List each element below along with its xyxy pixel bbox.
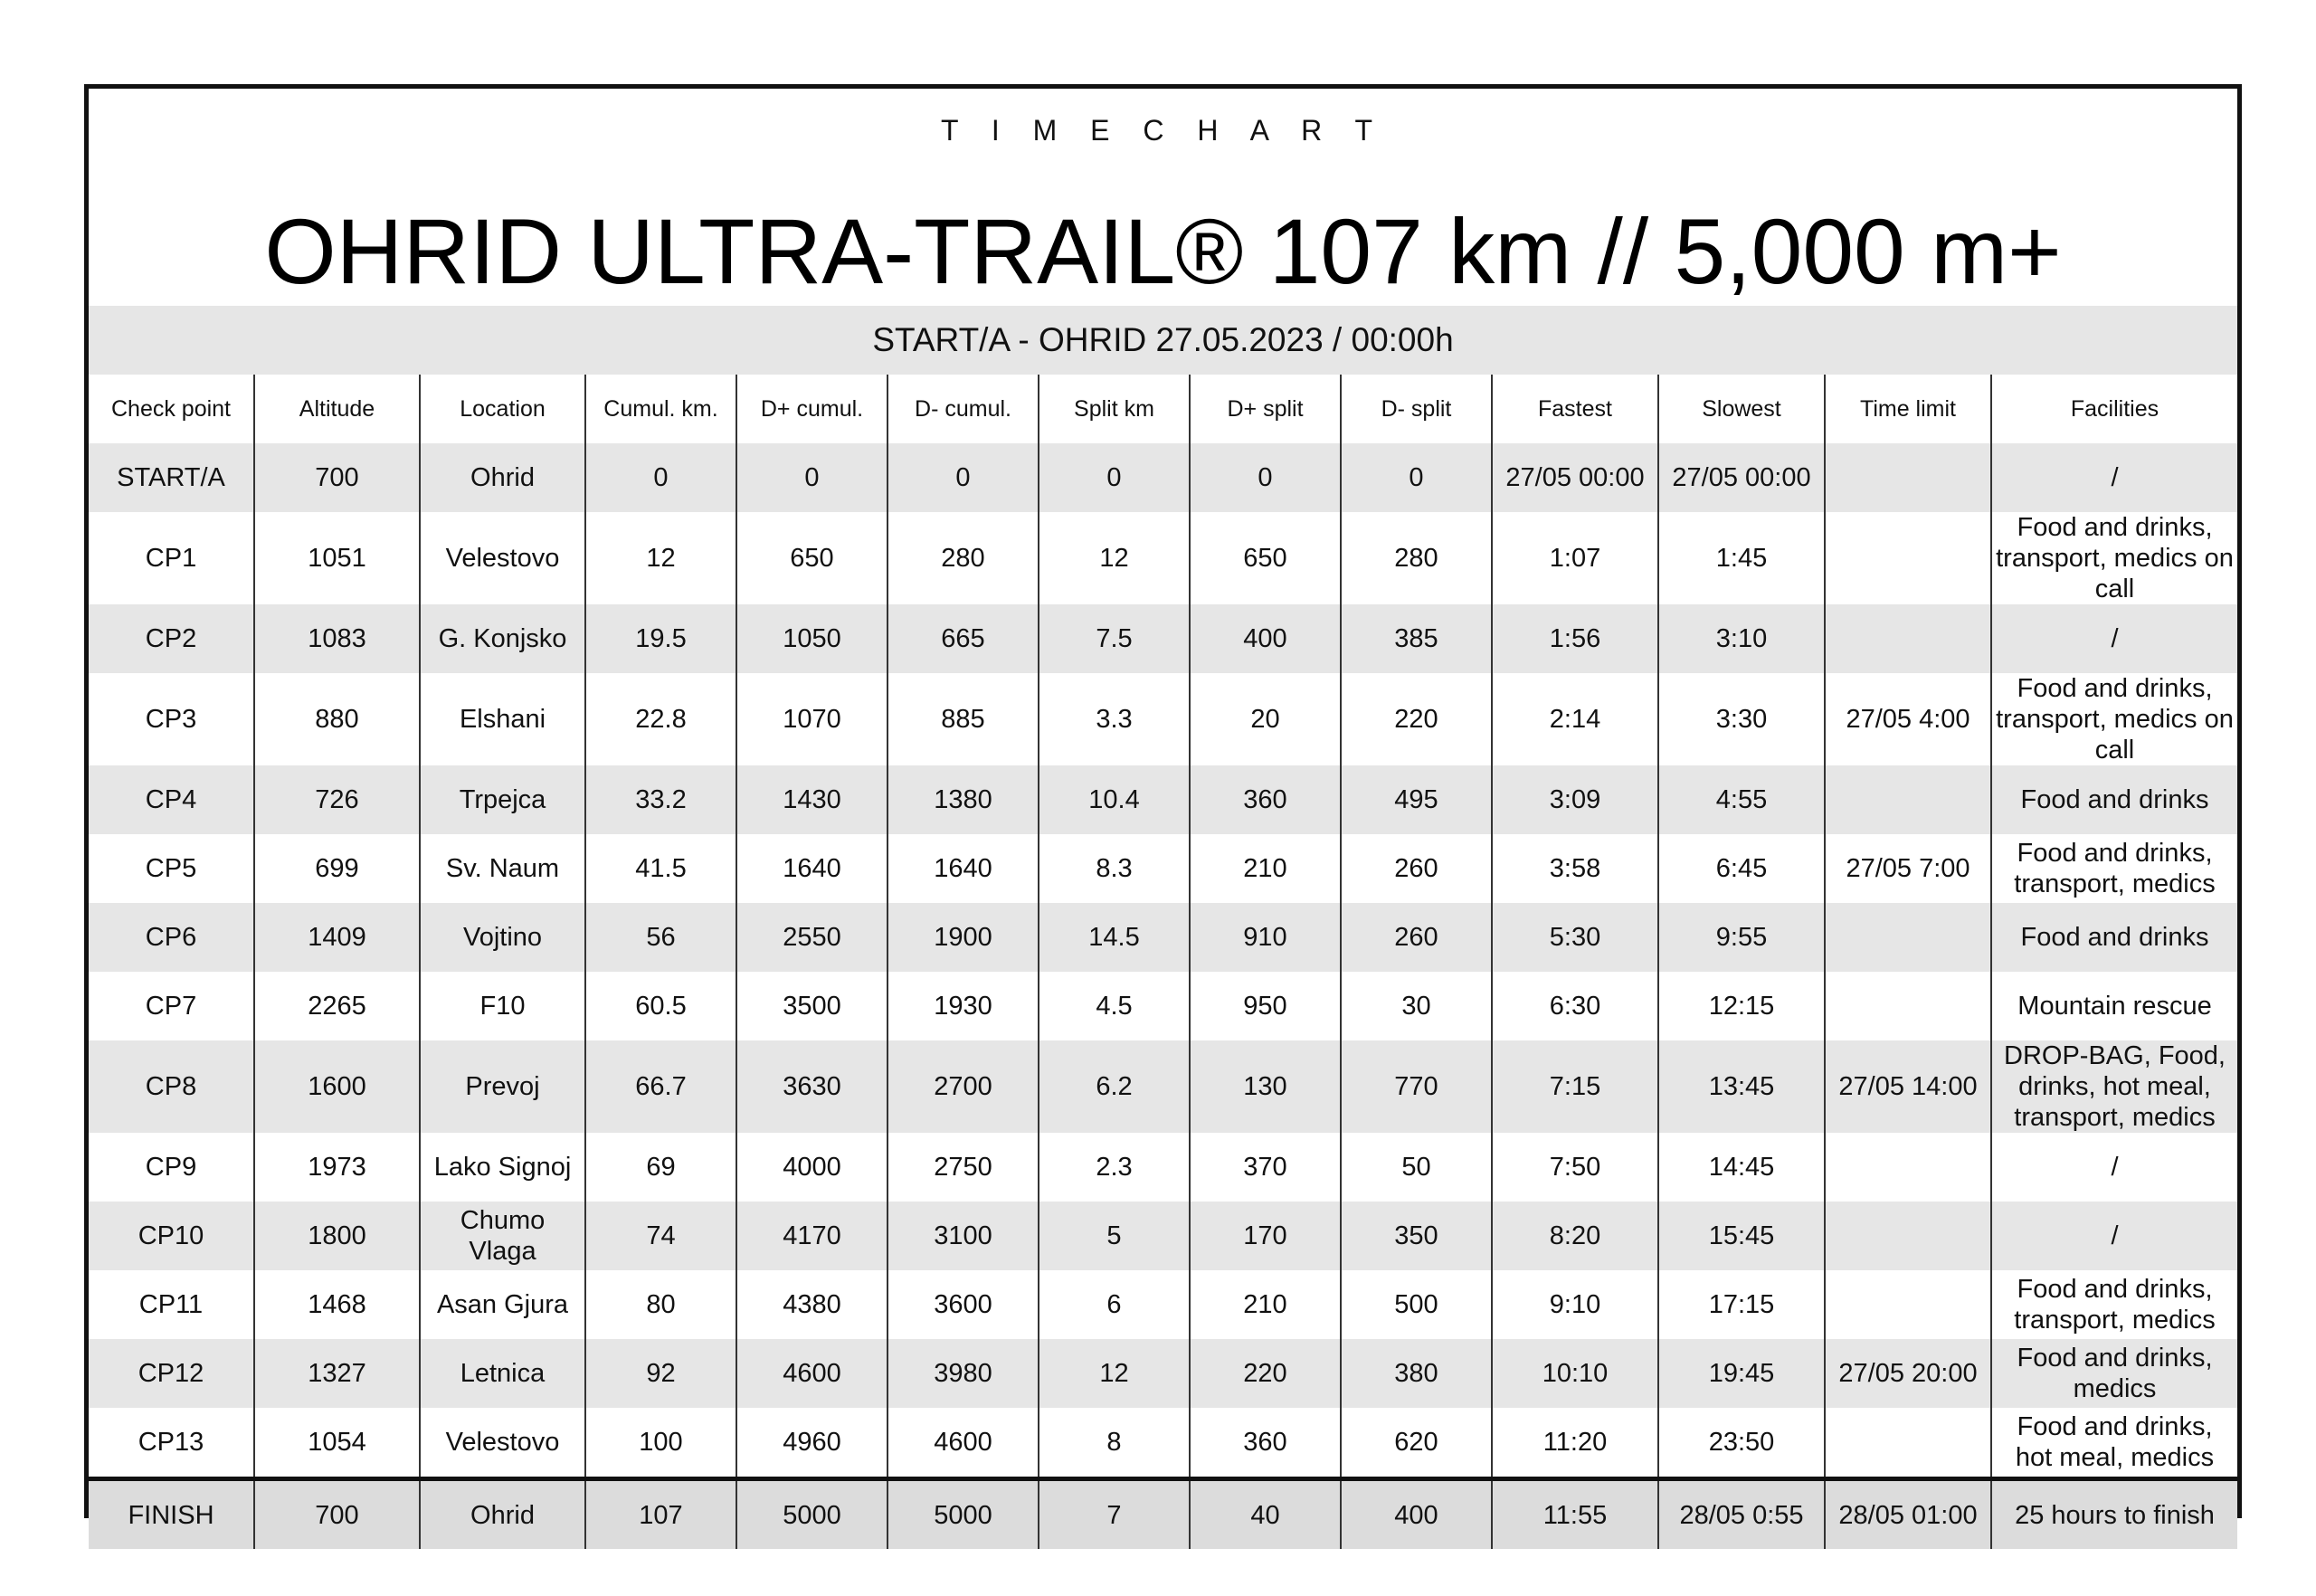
table-row	[89, 443, 2237, 512]
table-cell: 14.5	[1039, 903, 1190, 972]
table-cell: F10	[420, 972, 585, 1040]
table-row	[89, 1408, 2237, 1479]
table-cell: CP3	[89, 673, 254, 765]
table-row	[89, 604, 2237, 673]
table-cell: 4000	[736, 1133, 887, 1202]
table-cell: 0	[1039, 443, 1190, 512]
table-cell: 8:20	[1492, 1202, 1658, 1270]
table-cell: 3:09	[1492, 765, 1658, 834]
table-cell	[1825, 765, 1991, 834]
table-cell: 0	[887, 443, 1039, 512]
race-title: OHRID ULTRA-TRAIL® 107 km // 5,000 m+	[264, 200, 2062, 303]
table-cell: Food and drinks	[1991, 765, 2237, 834]
table-cell: 0	[1190, 443, 1341, 512]
table-cell: Letnica	[420, 1339, 585, 1408]
column-header: D+ cumul.	[736, 375, 887, 443]
table-cell: 910	[1190, 903, 1341, 972]
table-row	[89, 765, 2237, 834]
column-header: D- split	[1341, 375, 1492, 443]
table-cell: 220	[1190, 1339, 1341, 1408]
table-cell: Food and drinks	[1991, 903, 2237, 972]
table-cell: 19.5	[585, 604, 736, 673]
table-cell: 1930	[887, 972, 1039, 1040]
table-cell: 10:10	[1492, 1339, 1658, 1408]
table-cell: 7:50	[1492, 1133, 1658, 1202]
table-cell: 12	[1039, 512, 1190, 604]
table-cell: 69	[585, 1133, 736, 1202]
table-cell: 27/05 4:00	[1825, 673, 1991, 765]
table-cell: CP10	[89, 1202, 254, 1270]
table-cell: 3630	[736, 1040, 887, 1133]
table-cell: 28/05 01:00	[1825, 1479, 1991, 1550]
table-cell	[1825, 1202, 1991, 1270]
table-cell: /	[1991, 604, 2237, 673]
table-cell: CP11	[89, 1270, 254, 1339]
table-cell: CP5	[89, 834, 254, 903]
table-cell: Asan Gjura	[420, 1270, 585, 1339]
table-cell: 1973	[254, 1133, 420, 1202]
table-row	[89, 834, 2237, 903]
table-cell: 3:10	[1658, 604, 1825, 673]
table-cell: DROP-BAG, Food, drinks, hot meal, transport, medics	[1991, 1040, 2237, 1133]
table-cell: Food and drinks, transport, medics	[1991, 834, 2237, 903]
table-cell: CP12	[89, 1339, 254, 1408]
table-cell: 6	[1039, 1270, 1190, 1339]
table-cell: 3980	[887, 1339, 1039, 1408]
column-header: Split km	[1039, 375, 1190, 443]
table-cell: G. Konjsko	[420, 604, 585, 673]
table-cell: 100	[585, 1408, 736, 1479]
table-cell: /	[1991, 443, 2237, 512]
table-cell: 1380	[887, 765, 1039, 834]
table-cell: 17:15	[1658, 1270, 1825, 1339]
timechart-table	[89, 375, 2237, 1549]
table-cell: Food and drinks, transport, medics on call	[1991, 512, 2237, 604]
table-cell: 12	[1039, 1339, 1190, 1408]
column-header: Slowest	[1658, 375, 1825, 443]
table-cell: 1640	[736, 834, 887, 903]
table-cell: 385	[1341, 604, 1492, 673]
table-cell: 27/05 7:00	[1825, 834, 1991, 903]
table-cell: 28/05 0:55	[1658, 1479, 1825, 1550]
table-cell: 60.5	[585, 972, 736, 1040]
table-cell: 14:45	[1658, 1133, 1825, 1202]
table-cell: 260	[1341, 903, 1492, 972]
table-cell: START/A	[89, 443, 254, 512]
column-header: Time limit	[1825, 375, 1991, 443]
table-cell	[1825, 604, 1991, 673]
table-cell: 3500	[736, 972, 887, 1040]
table-cell: 2750	[887, 1133, 1039, 1202]
table-cell: 23:50	[1658, 1408, 1825, 1479]
table-cell: 5000	[887, 1479, 1039, 1550]
table-cell: 700	[254, 1479, 420, 1550]
table-cell: Food and drinks, hot meal, medics	[1991, 1408, 2237, 1479]
table-cell: Sv. Naum	[420, 834, 585, 903]
table-cell: 2.3	[1039, 1133, 1190, 1202]
table-row	[89, 1040, 2237, 1133]
table-row	[89, 903, 2237, 972]
table-cell: 6:30	[1492, 972, 1658, 1040]
table-row	[89, 512, 2237, 604]
table-cell: 0	[585, 443, 736, 512]
table-cell: 1:07	[1492, 512, 1658, 604]
table-cell: 726	[254, 765, 420, 834]
table-cell: 4960	[736, 1408, 887, 1479]
table-cell: 950	[1190, 972, 1341, 1040]
column-header: Altitude	[254, 375, 420, 443]
table-cell: 400	[1190, 604, 1341, 673]
table-cell: Vojtino	[420, 903, 585, 972]
table-cell: 1051	[254, 512, 420, 604]
table-cell: 9:55	[1658, 903, 1825, 972]
table-cell: 1070	[736, 673, 887, 765]
table-cell: CP4	[89, 765, 254, 834]
table-cell: 280	[1341, 512, 1492, 604]
table-cell: 15:45	[1658, 1202, 1825, 1270]
table-cell: 650	[1190, 512, 1341, 604]
table-cell: 50	[1341, 1133, 1492, 1202]
table-cell: 130	[1190, 1040, 1341, 1133]
table-cell: Food and drinks, transport, medics on call	[1991, 673, 2237, 765]
table-body	[89, 443, 2237, 1549]
table-cell: 11:20	[1492, 1408, 1658, 1479]
table-cell: Chumo Vlaga	[420, 1202, 585, 1270]
table-cell	[1825, 512, 1991, 604]
table-cell: Velestovo	[420, 1408, 585, 1479]
table-cell: 107	[585, 1479, 736, 1550]
table-cell: 7	[1039, 1479, 1190, 1550]
table-row	[89, 1270, 2237, 1339]
table-cell: 2700	[887, 1040, 1039, 1133]
finish-row	[89, 1479, 2237, 1550]
table-cell	[1825, 1133, 1991, 1202]
table-cell: 19:45	[1658, 1339, 1825, 1408]
column-header: Fastest	[1492, 375, 1658, 443]
table-cell: 1054	[254, 1408, 420, 1479]
table-cell: 885	[887, 673, 1039, 765]
table-cell: 620	[1341, 1408, 1492, 1479]
table-cell: 8	[1039, 1408, 1190, 1479]
table-cell: Mountain rescue	[1991, 972, 2237, 1040]
table-cell: 27/05 20:00	[1825, 1339, 1991, 1408]
table-row	[89, 972, 2237, 1040]
table-cell: 1:56	[1492, 604, 1658, 673]
table-cell: Ohrid	[420, 443, 585, 512]
table-cell: 700	[254, 443, 420, 512]
table-cell: 370	[1190, 1133, 1341, 1202]
table-cell: 220	[1341, 673, 1492, 765]
table-cell: 9:10	[1492, 1270, 1658, 1339]
table-cell: CP7	[89, 972, 254, 1040]
table-cell: 400	[1341, 1479, 1492, 1550]
timechart-label: T I M E C H A R T	[940, 114, 1386, 147]
table-cell	[1825, 972, 1991, 1040]
table-cell: 13:45	[1658, 1040, 1825, 1133]
table-cell: 41.5	[585, 834, 736, 903]
table-cell: 210	[1190, 1270, 1341, 1339]
start-info-banner: START/A - OHRID 27.05.2023 / 00:00h	[89, 306, 2237, 375]
table-cell: 880	[254, 673, 420, 765]
table-cell: 4600	[736, 1339, 887, 1408]
table-cell: Lako Signoj	[420, 1133, 585, 1202]
table-cell: /	[1991, 1133, 2237, 1202]
table-cell: Ohrid	[420, 1479, 585, 1550]
table-cell: 12:15	[1658, 972, 1825, 1040]
table-cell: 650	[736, 512, 887, 604]
table-cell: 280	[887, 512, 1039, 604]
table-cell: 3100	[887, 1202, 1039, 1270]
table-cell: 66.7	[585, 1040, 736, 1133]
table-cell: 2265	[254, 972, 420, 1040]
table-cell: 56	[585, 903, 736, 972]
table-cell: 92	[585, 1339, 736, 1408]
table-cell: 5000	[736, 1479, 887, 1550]
table-cell: 5	[1039, 1202, 1190, 1270]
table-cell: 40	[1190, 1479, 1341, 1550]
table-cell: 2:14	[1492, 673, 1658, 765]
table-cell: 8.3	[1039, 834, 1190, 903]
table-cell: 1409	[254, 903, 420, 972]
table-cell	[1825, 1270, 1991, 1339]
table-cell: CP9	[89, 1133, 254, 1202]
table-cell: 11:55	[1492, 1479, 1658, 1550]
table-cell: 3:58	[1492, 834, 1658, 903]
table-cell: 4380	[736, 1270, 887, 1339]
table-cell	[1825, 1408, 1991, 1479]
table-cell: Food and drinks, medics	[1991, 1339, 2237, 1408]
table-cell: 3600	[887, 1270, 1039, 1339]
table-cell: 350	[1341, 1202, 1492, 1270]
table-cell: 74	[585, 1202, 736, 1270]
table-cell: CP13	[89, 1408, 254, 1479]
table-cell	[1825, 443, 1991, 512]
table-cell: 1800	[254, 1202, 420, 1270]
table-cell: 10.4	[1039, 765, 1190, 834]
table-cell: 27/05 14:00	[1825, 1040, 1991, 1133]
table-cell: FINISH	[89, 1479, 254, 1550]
table-cell: 1900	[887, 903, 1039, 972]
table-cell: 1327	[254, 1339, 420, 1408]
table-cell: 0	[736, 443, 887, 512]
table-cell: Velestovo	[420, 512, 585, 604]
table-cell: 1:45	[1658, 512, 1825, 604]
table-cell: 210	[1190, 834, 1341, 903]
table-cell: Food and drinks, transport, medics	[1991, 1270, 2237, 1339]
table-cell: 380	[1341, 1339, 1492, 1408]
table-cell: 1468	[254, 1270, 420, 1339]
table-row	[89, 1339, 2237, 1408]
table-cell: 1083	[254, 604, 420, 673]
table-cell: 1430	[736, 765, 887, 834]
table-cell: 495	[1341, 765, 1492, 834]
table-cell: 12	[585, 512, 736, 604]
table-cell	[1825, 903, 1991, 972]
table-cell: 360	[1190, 1408, 1341, 1479]
table-cell: 5:30	[1492, 903, 1658, 972]
table-cell: Prevoj	[420, 1040, 585, 1133]
table-cell: 2550	[736, 903, 887, 972]
table-cell: 0	[1341, 443, 1492, 512]
table-cell: 25 hours to finish	[1991, 1479, 2237, 1550]
column-header: D+ split	[1190, 375, 1341, 443]
table-row	[89, 1133, 2237, 1202]
table-cell: 80	[585, 1270, 736, 1339]
table-cell: 4.5	[1039, 972, 1190, 1040]
table-cell: 33.2	[585, 765, 736, 834]
table-row	[89, 673, 2237, 765]
table-cell: 27/05 00:00	[1658, 443, 1825, 512]
table-cell: 260	[1341, 834, 1492, 903]
table-cell: 170	[1190, 1202, 1341, 1270]
table-cell: CP2	[89, 604, 254, 673]
table-cell: 4:55	[1658, 765, 1825, 834]
table-cell: 3.3	[1039, 673, 1190, 765]
table-cell: 7.5	[1039, 604, 1190, 673]
table-cell: CP6	[89, 903, 254, 972]
table-cell: 360	[1190, 765, 1341, 834]
table-cell: 7:15	[1492, 1040, 1658, 1133]
table-cell: 27/05 00:00	[1492, 443, 1658, 512]
table-cell: Elshani	[420, 673, 585, 765]
table-cell: 22.8	[585, 673, 736, 765]
table-cell: 1050	[736, 604, 887, 673]
table-cell: 770	[1341, 1040, 1492, 1133]
column-header: Cumul. km.	[585, 375, 736, 443]
column-header: Check point	[110, 396, 232, 422]
timechart-frame	[84, 84, 2242, 1530]
table-cell: 699	[254, 834, 420, 903]
column-header: Facilities	[1991, 375, 2237, 443]
table-cell: Trpejca	[420, 765, 585, 834]
table-header-row	[89, 375, 2237, 443]
table-cell: 1640	[887, 834, 1039, 903]
table-cell: 30	[1341, 972, 1492, 1040]
table-cell: 1600	[254, 1040, 420, 1133]
table-cell: CP8	[89, 1040, 254, 1133]
table-cell: 4600	[887, 1408, 1039, 1479]
column-header: D- cumul.	[887, 375, 1039, 443]
table-cell: 4170	[736, 1202, 887, 1270]
table-cell: 500	[1341, 1270, 1492, 1339]
table-cell: 6:45	[1658, 834, 1825, 903]
table-cell: 3:30	[1658, 673, 1825, 765]
table-cell: 665	[887, 604, 1039, 673]
column-header: Location	[420, 375, 585, 443]
table-cell: CP1	[89, 512, 254, 604]
table-cell: 6.2	[1039, 1040, 1190, 1133]
table-cell: 20	[1190, 673, 1341, 765]
table-cell: /	[1991, 1202, 2237, 1270]
table-row	[89, 1202, 2237, 1270]
